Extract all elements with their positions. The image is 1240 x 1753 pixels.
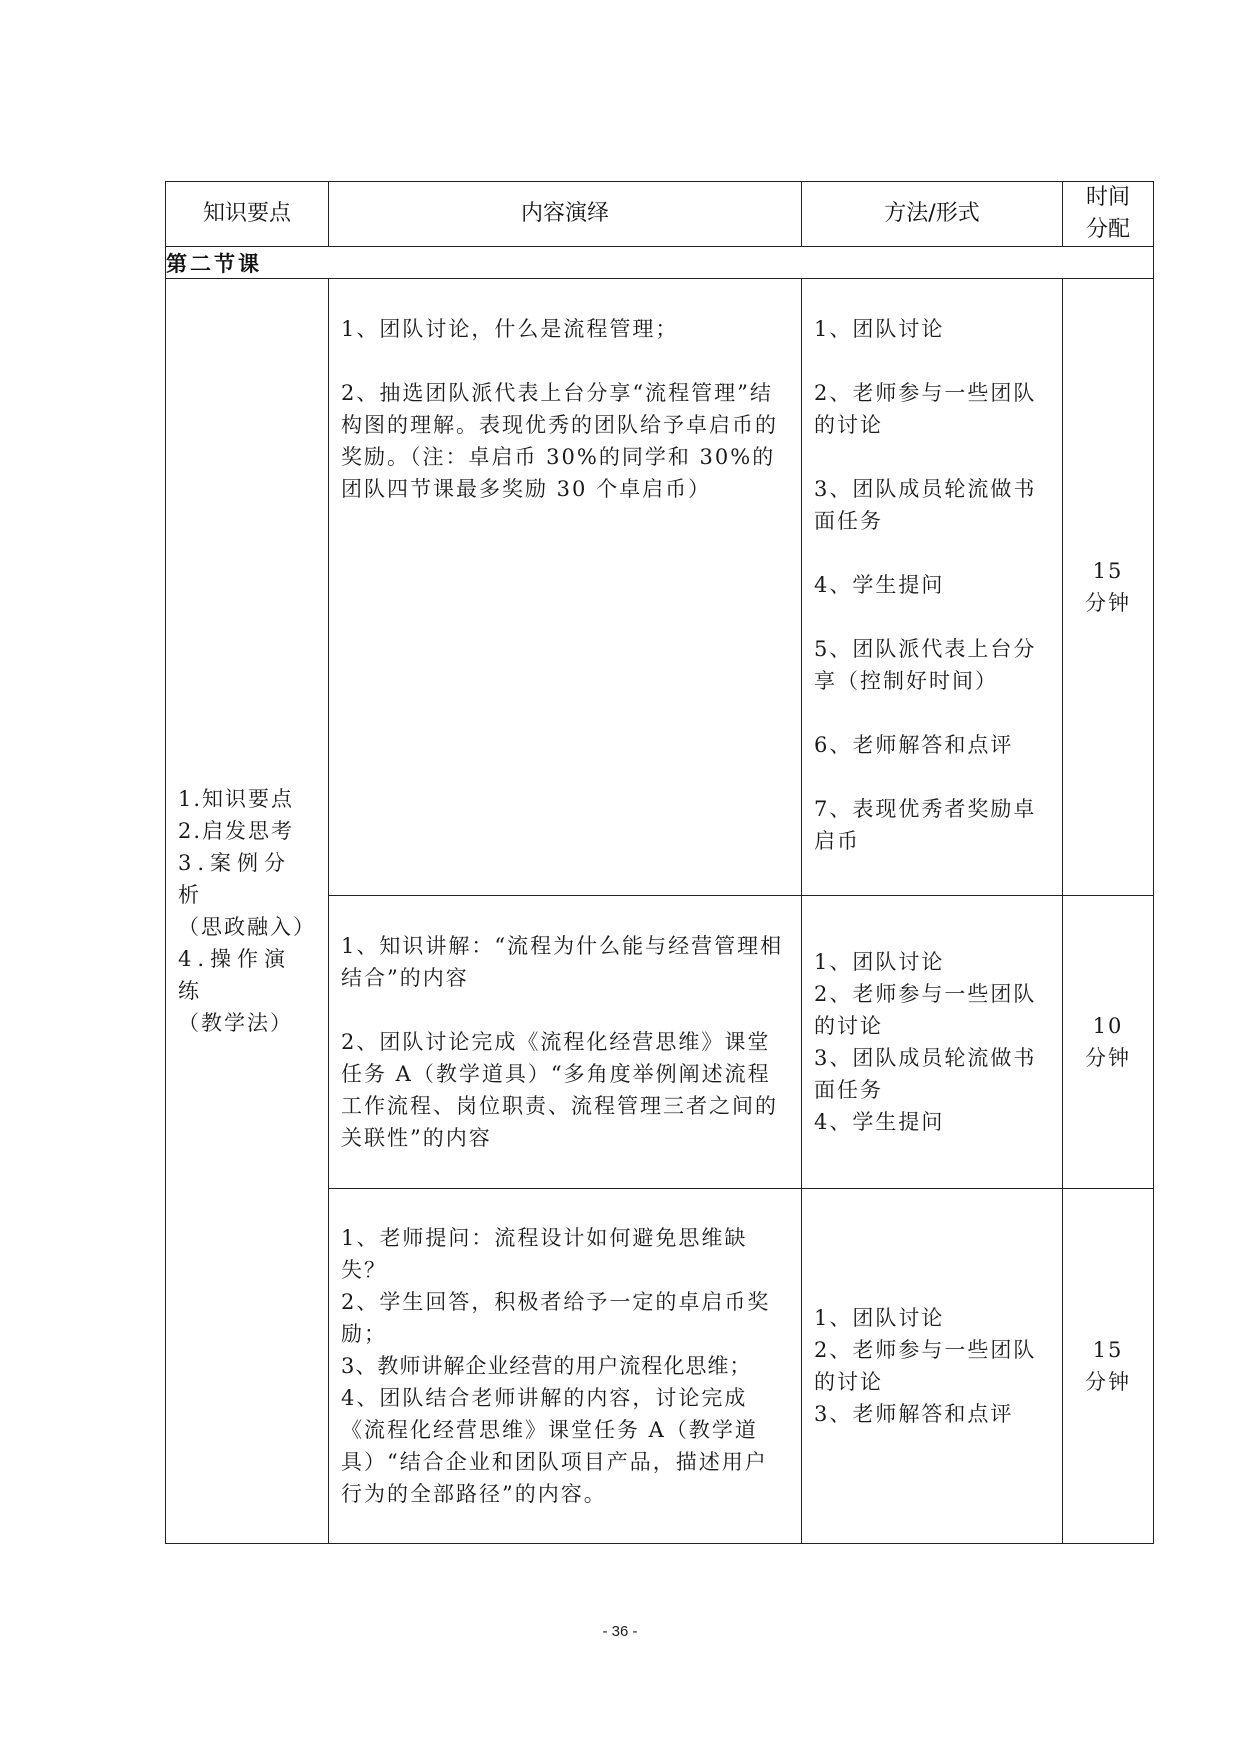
method-item: 2、老师参与一些团队的讨论 <box>814 982 1037 1038</box>
method-item: 2、老师参与一些团队的讨论 <box>814 381 1037 437</box>
knowledge-points-cell <box>166 279 329 1544</box>
lesson-plan-table <box>165 181 1154 1544</box>
section-title: 第二节课 <box>166 247 1154 279</box>
content-item: 4、团队结合老师讲解的内容，讨论完成《流程化经营思维》课堂任务 A（教学道具）“结合企业和团队项目产品，描述用户行为的全部路径”的内容。 <box>341 1386 768 1506</box>
time-value: 15 <box>1092 559 1124 583</box>
content-cell <box>329 1189 802 1544</box>
method-item: 1、团队讨论 <box>814 317 945 341</box>
time-cell <box>1063 279 1154 896</box>
method-item: 3、老师解答和点评 <box>814 1402 1014 1426</box>
point-item: 2.启发思考 <box>178 819 295 843</box>
point-item: 3.案例分析 <box>178 851 292 907</box>
method-item: 4、学生提问 <box>814 1110 945 1134</box>
method-item: 7、表现优秀者奖励卓启币 <box>814 797 1037 853</box>
table-row <box>166 279 1154 896</box>
content-cell <box>329 896 802 1189</box>
method-item: 1、团队讨论 <box>814 1306 945 1330</box>
method-cell <box>802 279 1063 896</box>
section-row <box>166 247 1154 279</box>
time-unit: 分钟 <box>1085 1370 1131 1394</box>
content-cell <box>329 279 802 896</box>
method-item: 2、老师参与一些团队的讨论 <box>814 1338 1037 1394</box>
point-item: （思政融入） <box>178 915 316 939</box>
method-cell <box>802 1189 1063 1544</box>
header-content: 内容演绎 <box>329 182 802 247</box>
page-number: - 36 - <box>602 1623 638 1640</box>
content-item: 2、学生回答，积极者给予一定的卓启币奖励； <box>341 1290 771 1346</box>
point-item: 4.操作演练 <box>178 947 292 1003</box>
method-item: 5、团队派代表上台分享（控制好时间） <box>814 637 1037 693</box>
content-item: 3、教师讲解企业经营的用户流程化思维； <box>341 1354 752 1378</box>
method-cell <box>802 896 1063 1189</box>
header-method: 方法/形式 <box>802 182 1063 247</box>
content-item: 1、知识讲解：“流程为什么能与经营管理相结合”的内容 <box>341 934 784 990</box>
method-item: 4、学生提问 <box>814 573 945 597</box>
time-cell <box>1063 1189 1154 1544</box>
point-item: 1.知识要点 <box>178 787 295 811</box>
time-unit: 分钟 <box>1085 591 1131 615</box>
method-item: 1、团队讨论 <box>814 950 945 974</box>
method-item: 3、团队成员轮流做书面任务 <box>814 477 1037 533</box>
time-unit: 分钟 <box>1085 1046 1131 1070</box>
time-cell <box>1063 896 1154 1189</box>
content-item: 1、老师提问：流程设计如何避免思维缺失？ <box>341 1226 748 1282</box>
method-item: 6、老师解答和点评 <box>814 733 1014 757</box>
method-item: 3、团队成员轮流做书面任务 <box>814 1046 1037 1102</box>
header-row <box>166 182 1154 247</box>
header-time-line1: 时间 <box>1085 185 1130 210</box>
header-time-line2: 分配 <box>1085 217 1130 242</box>
content-item: 1、团队讨论，什么是流程管理； <box>341 317 679 341</box>
content-item: 2、抽选团队派代表上台分享“流程管理”结构图的理解。表现优秀的团队给予卓启币的奖励。（注：卓启币 30%的同学和 30%的团队四节课最多奖励 30 个卓启币） <box>341 381 778 501</box>
header-time <box>1063 182 1154 247</box>
point-item: （教学法） <box>178 1011 293 1035</box>
content-item: 2、团队讨论完成《流程化经营思维》课堂任务 A（教学道具）“多角度举例阐述流程工作流程、岗位职责、流程管理三者之间的关联性”的内容 <box>341 1030 778 1150</box>
time-value: 10 <box>1092 1014 1124 1038</box>
header-knowledge-points: 知识要点 <box>166 182 329 247</box>
time-value: 15 <box>1092 1338 1124 1362</box>
